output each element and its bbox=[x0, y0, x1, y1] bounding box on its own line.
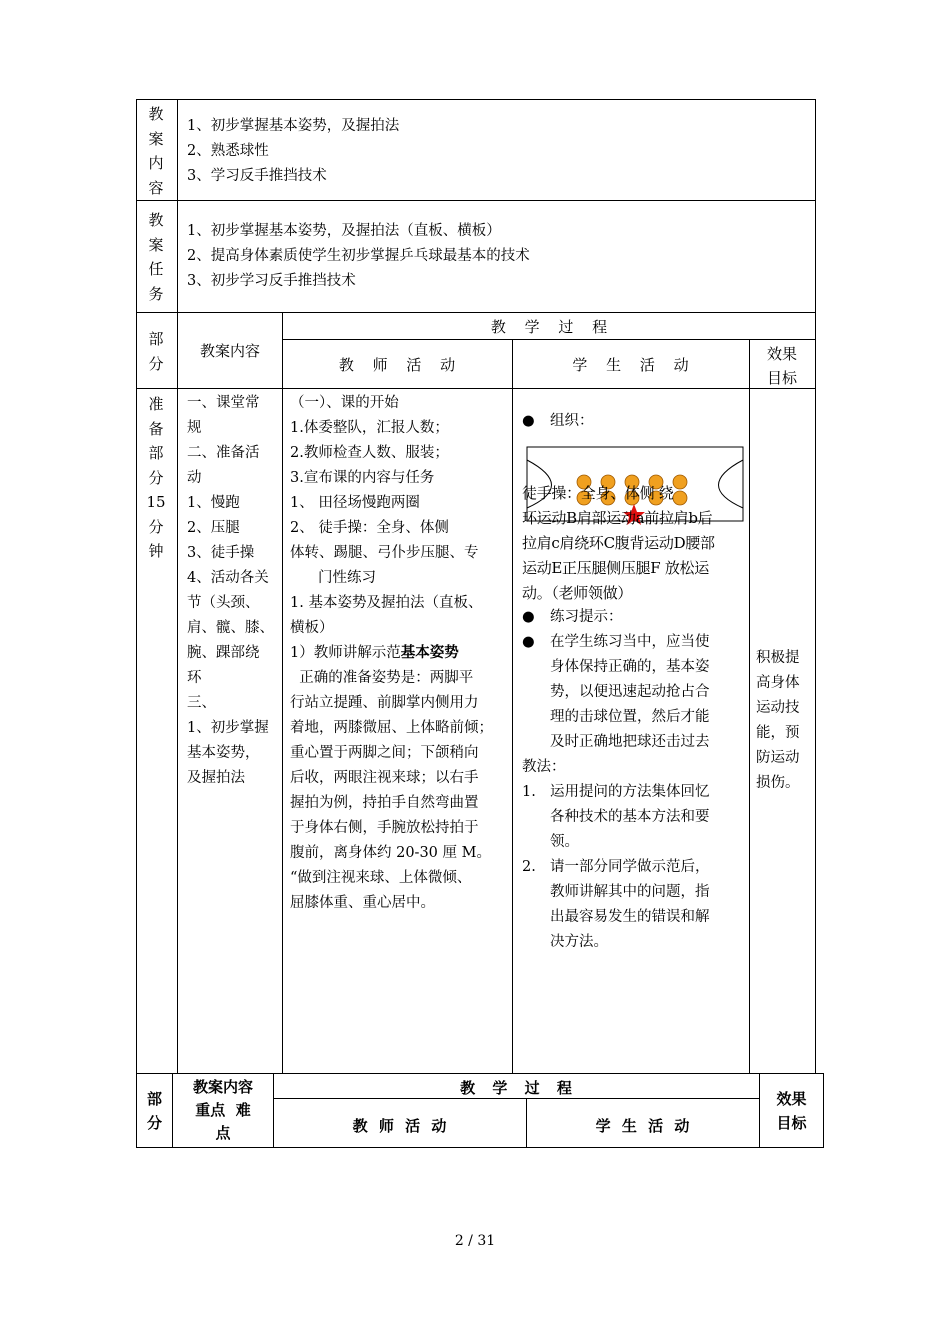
page-number: 2 / 31 bbox=[454, 1233, 496, 1249]
table2-part: 部 分 bbox=[146, 1090, 162, 1132]
list-item: 2、熟悉球性 bbox=[187, 143, 269, 159]
section-part: 准 备 部 分 15 分 钟 bbox=[146, 395, 166, 560]
basic-stance-heading: 基本姿势 bbox=[400, 645, 459, 661]
table2-student: 学 生 活 动 bbox=[595, 1117, 690, 1135]
row1-items bbox=[187, 114, 399, 189]
bullet-icon: ● bbox=[522, 634, 535, 650]
header-process: 教 学 过 程 bbox=[490, 318, 608, 336]
header-student: 学 生 活 动 bbox=[572, 356, 689, 374]
section-effect: 积极提 高身体 运动技 能，预 防运动 损伤。 bbox=[756, 650, 800, 791]
row2-label: 教 案 任 务 bbox=[148, 211, 164, 303]
table2-teacher: 教 师 活 动 bbox=[352, 1117, 447, 1135]
section-content: 一、课堂常 规 二、准备活 动 1、慢跑 2、压腿 3、徒手操 4、活动各关 节（头颈、 肩、髋、膝、 腕、踝部绕 环 三、 1、初步掌握 基本姿势， 及握拍法 bbox=[187, 395, 274, 786]
list-item: 1、初步掌握基本姿势，及握拍法 bbox=[187, 118, 400, 134]
header-part: 部 分 bbox=[148, 330, 164, 373]
table2-effect: 效果 目标 bbox=[776, 1090, 807, 1132]
table2-content: 教案内容 重点 难 点 bbox=[192, 1078, 253, 1142]
bullet-icon: ● bbox=[522, 413, 535, 429]
row1-label: 教 案 内 容 bbox=[148, 105, 164, 197]
list-item: 3、初步学习反手推挡技术 bbox=[187, 273, 356, 289]
header-effect: 效果 目标 bbox=[766, 345, 797, 387]
list-item: 3、学习反手推挡技术 bbox=[187, 168, 327, 184]
header-teacher: 教 师 活 动 bbox=[338, 356, 456, 374]
section-student: ● 组织： bbox=[522, 409, 594, 434]
table2-process: 教 学 过 程 bbox=[460, 1079, 572, 1097]
list-item: 2、提高身体素质使学生初步掌握乒乓球最基本的技术 bbox=[187, 248, 530, 264]
section-teacher: （一）、课的开始 1.体委整队，汇报人数； 2.教师检查人数、服装； 3.宣布课的内容与任务 1、 田径场慢跑两圈 2、 徒手操：全身、体侧 体转、踢腿、弓仆步压腿、专 门性练习 1. 基本姿势及握拍法（直板、 横板） 1）教师讲解示范基本姿势 正确的准备姿势是：两脚平 行站立提踵、前脚掌内侧用力 着地，两膝微屈、上体略前倾； 重心置于两脚之间；下颌稍向 后收，两眼注视来球；以右手 握拍为例，持拍手自然弯曲置 于身体右侧，手腕放松持拍于 腹前，离身体约 20-30 厘 M。 “做到注视来球、上体微倾、 屈膝体重、重心居中。 bbox=[290, 395, 493, 911]
list-item: 1、初步掌握基本姿势，及握拍法（直板、横板） bbox=[187, 223, 501, 239]
warmup-description: 徒手操：全身、体侧 绕 环运动B肩部运动a前拉肩b后 拉肩c肩绕环C腹背运动D腰部 运动E正压腿侧压腿F 放松运 动。（老师领做） bbox=[522, 484, 715, 602]
row2-items bbox=[187, 219, 530, 294]
student-tips: ● 练习提示： ● 在学生练习当中，应当使 身体保持正确的，基本姿 势，以便迅速起动抢占合 理的击球位置，然后才能 及时正确地把球还击过去 教法： 1. 运用提问的方法集体回忆 各种技术的基本方法和要 领。 2. 请一部分同学做示范后， 教师讲解其中的问题，指 出最容易发生的错误和解 决方法。 bbox=[522, 605, 710, 955]
header-content: 教案内容 bbox=[199, 342, 260, 360]
bullet-icon: ● bbox=[522, 609, 535, 625]
